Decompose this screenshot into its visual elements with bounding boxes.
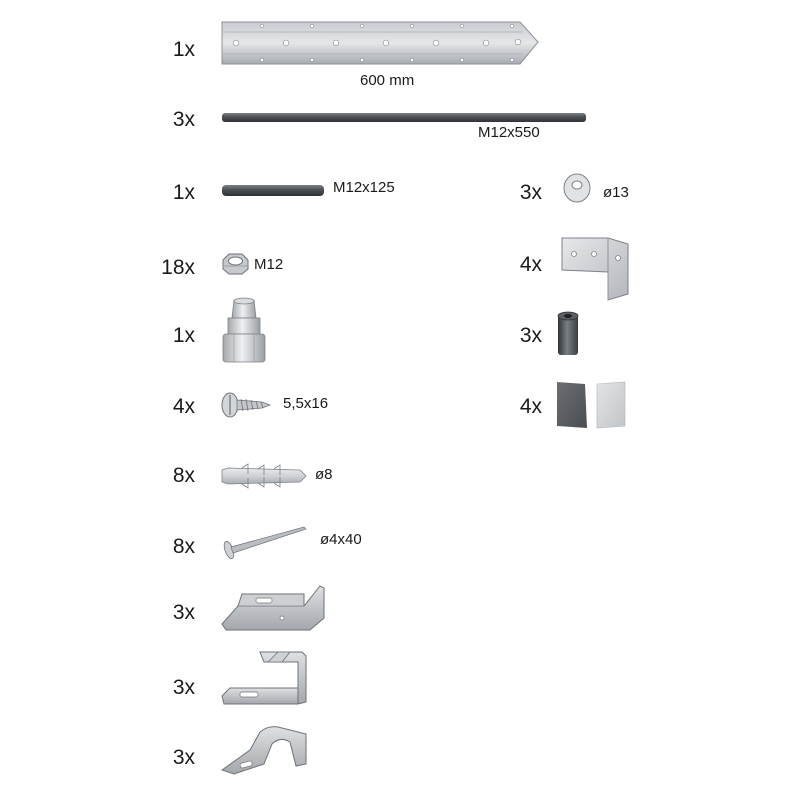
hex-nut-icon — [220, 252, 250, 276]
qty-bracket-b: 3x — [172, 676, 195, 699]
short-threaded-rod-icon — [222, 182, 326, 200]
wall-plug-icon — [220, 462, 308, 490]
qty-pads: 4x — [519, 395, 542, 418]
rail-icon — [222, 20, 542, 66]
qty-washer: 3x — [519, 181, 542, 204]
label-short-rod: M12x125 — [333, 179, 395, 196]
qty-bracket-c: 3x — [172, 746, 195, 769]
label-washer: ø13 — [603, 184, 629, 201]
qty-rail: 1x — [172, 38, 195, 61]
qty-hex-nut: 18x — [161, 256, 195, 279]
label-rail: 600 mm — [360, 72, 415, 89]
label-screw: 5,5x16 — [283, 395, 329, 412]
spacer-sleeve-icon — [555, 310, 583, 360]
pads-icon — [555, 380, 641, 432]
bracket-a-icon — [220, 578, 330, 634]
qty-angle-bracket: 4x — [519, 253, 542, 276]
label-wall-plug: ø8 — [315, 466, 333, 483]
bracket-c-icon — [220, 722, 312, 778]
angle-bracket-icon — [560, 232, 632, 304]
nail-icon — [220, 522, 310, 562]
label-nail: ø4x40 — [320, 531, 362, 548]
label-hex-nut: M12 — [254, 256, 284, 273]
qty-fitting: 1x — [172, 324, 195, 347]
label-long-rod: M12x550 — [478, 124, 540, 141]
qty-bracket-a: 3x — [172, 601, 195, 624]
qty-long-rod: 3x — [172, 108, 195, 131]
washer-icon — [562, 172, 594, 204]
qty-spacer-sleeve: 3x — [519, 324, 542, 347]
qty-short-rod: 1x — [172, 181, 195, 204]
screw-icon — [220, 390, 272, 422]
qty-nail: 8x — [172, 535, 195, 558]
qty-screw: 4x — [172, 395, 195, 418]
qty-wall-plug: 8x — [172, 464, 195, 487]
bracket-b-icon — [220, 646, 312, 708]
fitting-icon — [218, 296, 270, 366]
